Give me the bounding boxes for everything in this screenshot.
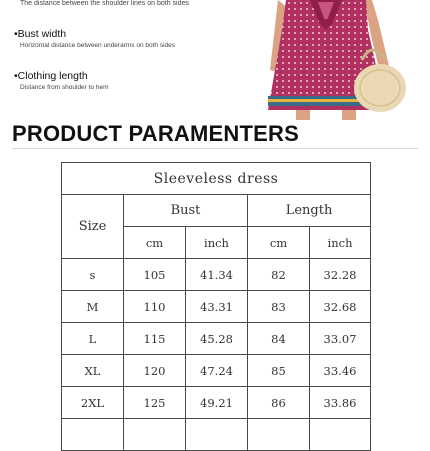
bust-inch-cell [186, 419, 248, 451]
length-cm-cell: 82 [248, 259, 310, 291]
bust-description: Horizontal distance between underarms on both sides [20, 42, 176, 49]
table-title: Sleeveless dress [62, 163, 371, 195]
length-cm-cell: 86 [248, 387, 310, 419]
length-inch-cell: 33.07 [310, 323, 371, 355]
size-cell: s [62, 259, 124, 291]
length-inch-cell: 32.68 [310, 291, 371, 323]
bust-cm-cell: 110 [124, 291, 186, 323]
unit-bust-cm: cm [124, 227, 186, 259]
length-note [14, 70, 109, 91]
table-row [62, 291, 371, 323]
shoulder-description: The distance between the shoulder lines on both sides [20, 0, 189, 7]
bust-inch-cell: 49.21 [186, 387, 248, 419]
table-row [62, 419, 371, 451]
length-header: Length [248, 195, 371, 227]
length-cm-cell: 84 [248, 323, 310, 355]
bust-cm-cell: 115 [124, 323, 186, 355]
size-cell: M [62, 291, 124, 323]
table-row [62, 387, 371, 419]
page-heading: PRODUCT PARAMENTERS [12, 121, 299, 146]
unit-bust-inch: inch [186, 227, 248, 259]
bust-inch-cell: 47.24 [186, 355, 248, 387]
length-inch-cell: 32.28 [310, 259, 371, 291]
right-leg [342, 110, 356, 120]
unit-length-inch: inch [310, 227, 371, 259]
bust-cm-cell: 120 [124, 355, 186, 387]
length-cm-cell: 85 [248, 355, 310, 387]
bust-inch-cell: 41.34 [186, 259, 248, 291]
size-table [61, 162, 371, 451]
length-cm-cell [248, 419, 310, 451]
size-cell: 2XL [62, 387, 124, 419]
length-inch-cell [310, 419, 371, 451]
heading-divider [12, 148, 418, 149]
length-description: Distance from shoulder to hem [20, 84, 109, 91]
bust-cm-cell: 105 [124, 259, 186, 291]
bust-cm-cell: 125 [124, 387, 186, 419]
length-cm-cell: 83 [248, 291, 310, 323]
unit-length-cm: cm [248, 227, 310, 259]
size-header: Size [62, 195, 124, 259]
straw-bag [354, 64, 406, 112]
bust-title: •Bust width [14, 28, 67, 40]
size-cell [62, 419, 124, 451]
size-cell: XL [62, 355, 124, 387]
bust-cm-cell [124, 419, 186, 451]
bust-note [14, 28, 175, 49]
length-inch-cell: 33.86 [310, 387, 371, 419]
table-row [62, 259, 371, 291]
length-inch-cell: 33.46 [310, 355, 371, 387]
bust-inch-cell: 43.31 [186, 291, 248, 323]
size-cell: L [62, 323, 124, 355]
table-row [62, 355, 371, 387]
left-leg [296, 110, 310, 120]
model-photo [268, 0, 408, 120]
table-row [62, 323, 371, 355]
bust-inch-cell: 45.28 [186, 323, 248, 355]
bust-header: Bust [124, 195, 248, 227]
length-title: •Clothing length [14, 70, 88, 82]
